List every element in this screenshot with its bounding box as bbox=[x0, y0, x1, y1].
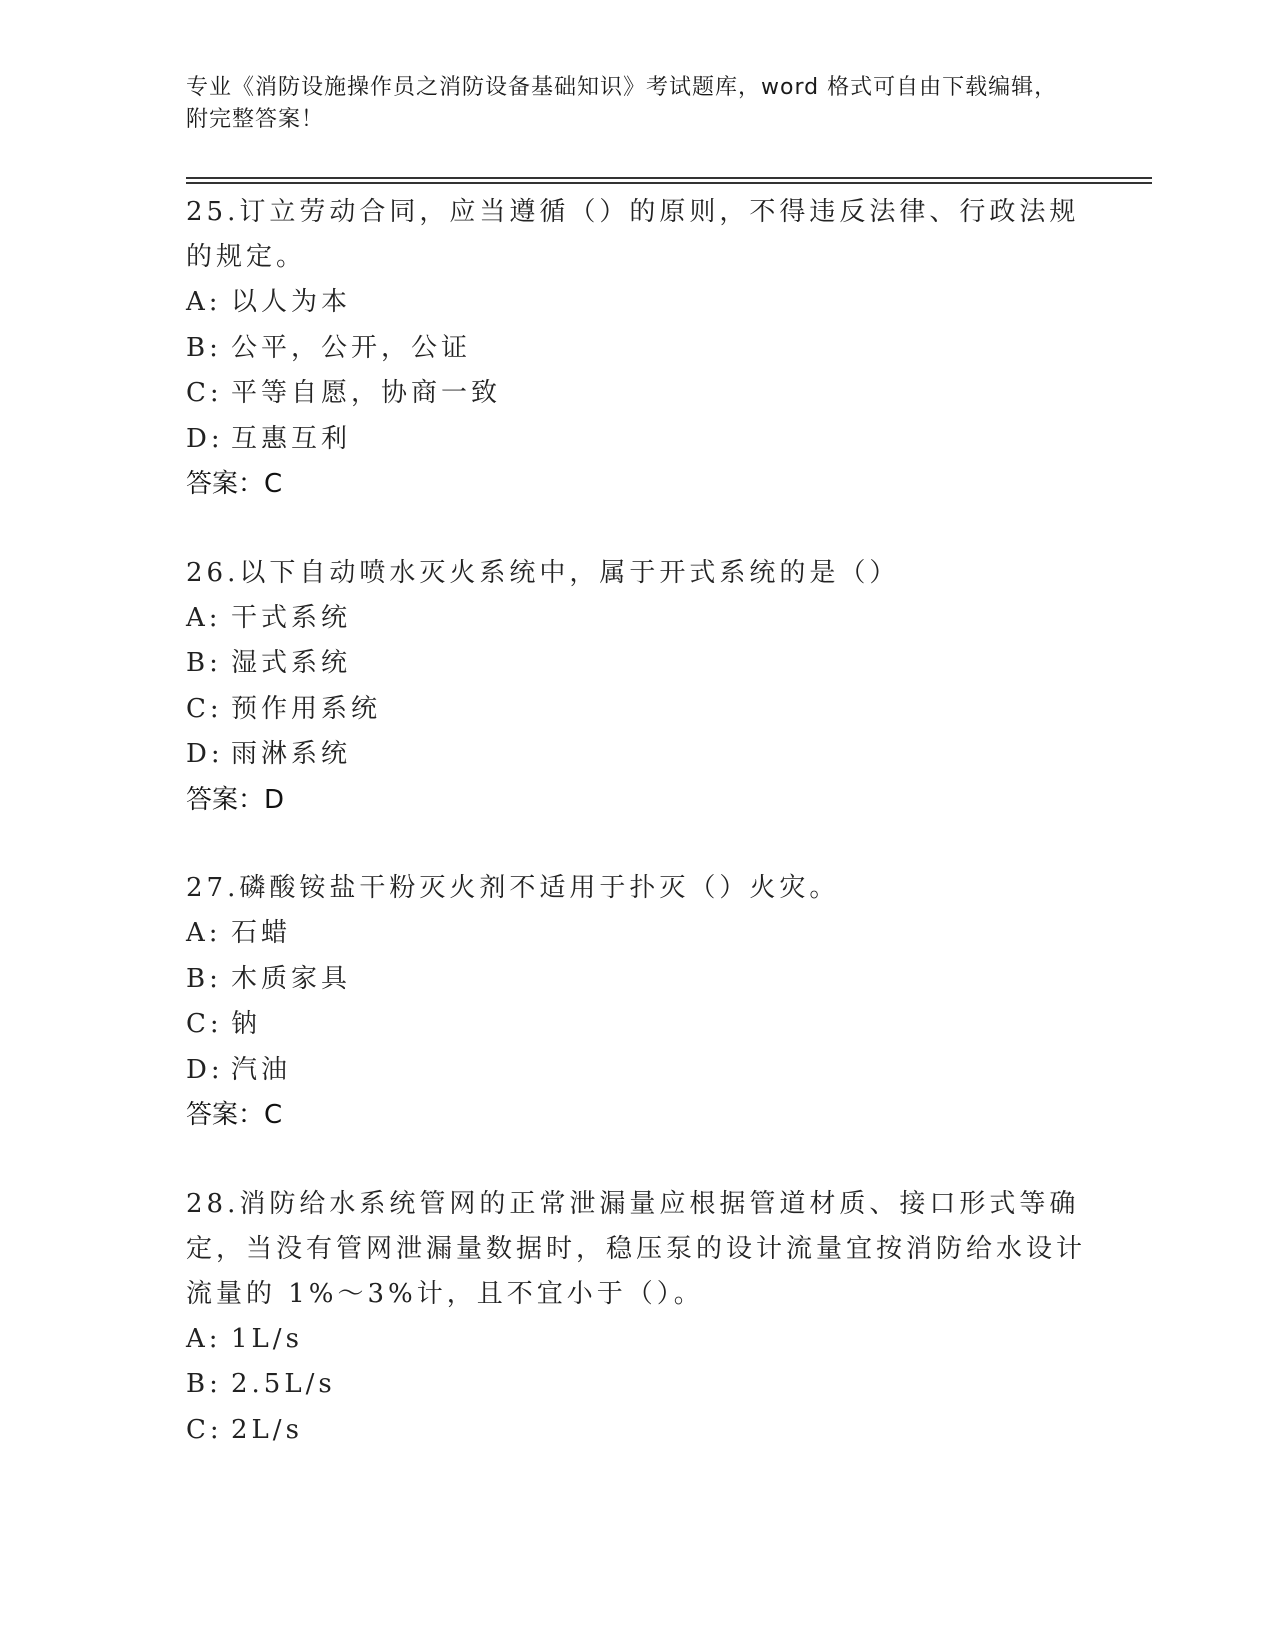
option-d bbox=[186, 417, 1086, 463]
question-28 bbox=[186, 1182, 1086, 1454]
option-letter: C: bbox=[186, 693, 223, 724]
option-text: 雨淋系统 bbox=[231, 739, 352, 769]
document-header: 专业《消防设施操作员之消防设备基础知识》考试题库，word 格式可自由下载编辑，附完整答案！ bbox=[186, 75, 1058, 132]
option-a bbox=[186, 1317, 1086, 1363]
option-text: 互惠互利 bbox=[231, 423, 352, 454]
option-text: 2.5L/s bbox=[231, 1369, 336, 1399]
option-a bbox=[186, 911, 1086, 957]
question-25 bbox=[186, 190, 1086, 508]
option-letter: B: bbox=[186, 332, 222, 363]
option-text: 1L/s bbox=[231, 1323, 303, 1354]
option-c bbox=[186, 1408, 1086, 1454]
option-c bbox=[186, 687, 1086, 733]
option-text: 公平，公开，公证 bbox=[231, 332, 472, 363]
option-b bbox=[186, 641, 1086, 687]
option-b bbox=[186, 326, 1086, 372]
option-letter: A: bbox=[186, 602, 222, 633]
option-text: 2L/s bbox=[231, 1414, 303, 1445]
option-text: 汽油 bbox=[231, 1054, 292, 1085]
option-letter: C: bbox=[186, 1414, 223, 1445]
option-text: 石蜡 bbox=[231, 918, 292, 948]
question-stem: 26.以下自动喷水灭火系统中，属于开式系统的是（） bbox=[186, 557, 900, 588]
option-text: 木质家具 bbox=[231, 963, 352, 994]
option-text: 预作用系统 bbox=[231, 693, 382, 724]
question-stem: 25.订立劳动合同，应当遵循（）的原则，不得违反法律、行政法规的规定。 bbox=[186, 197, 1080, 272]
option-letter: B: bbox=[186, 1369, 222, 1399]
option-letter: C: bbox=[186, 1009, 223, 1039]
option-text: 钠 bbox=[231, 1009, 262, 1039]
question-26 bbox=[186, 551, 1086, 824]
option-letter: C: bbox=[186, 378, 223, 408]
option-b bbox=[186, 957, 1086, 1003]
answer-label: 答案：C bbox=[186, 469, 283, 499]
option-letter: A: bbox=[186, 918, 222, 948]
header-divider-top bbox=[186, 177, 1152, 179]
option-letter: B: bbox=[186, 963, 222, 994]
option-d bbox=[186, 732, 1086, 778]
option-text: 湿式系统 bbox=[231, 648, 352, 678]
option-text: 平等自愿，协商一致 bbox=[231, 378, 502, 408]
question-stem: 27.磷酸铵盐干粉灭火剂不适用于扑灭（）火灾。 bbox=[186, 873, 840, 903]
option-b bbox=[186, 1362, 1086, 1408]
option-letter: A: bbox=[186, 1323, 222, 1354]
option-letter: A: bbox=[186, 287, 222, 317]
option-letter: D: bbox=[186, 423, 224, 454]
option-c bbox=[186, 1002, 1086, 1048]
answer-label: 答案：C bbox=[186, 1100, 283, 1130]
option-text: 以人为本 bbox=[231, 287, 352, 317]
option-letter: B: bbox=[186, 648, 222, 678]
header-divider-bottom bbox=[186, 182, 1152, 184]
answer-label: 答案：D bbox=[186, 784, 285, 815]
option-c bbox=[186, 371, 1086, 417]
option-a bbox=[186, 280, 1086, 326]
option-letter: D: bbox=[186, 739, 224, 769]
option-text: 干式系统 bbox=[231, 602, 352, 633]
option-letter: D: bbox=[186, 1054, 224, 1085]
question-27 bbox=[186, 866, 1086, 1139]
question-stem: 28.消防给水系统管网的正常泄漏量应根据管道材质、接口形式等确定，当没有管网泄漏量数据时，稳压泵的设计流量宜按消防给水设计流量的 1%～3%计，且不宜小于（）。 bbox=[186, 1188, 1087, 1309]
option-d bbox=[186, 1048, 1086, 1094]
option-a bbox=[186, 596, 1086, 642]
question-list bbox=[186, 190, 1086, 1496]
